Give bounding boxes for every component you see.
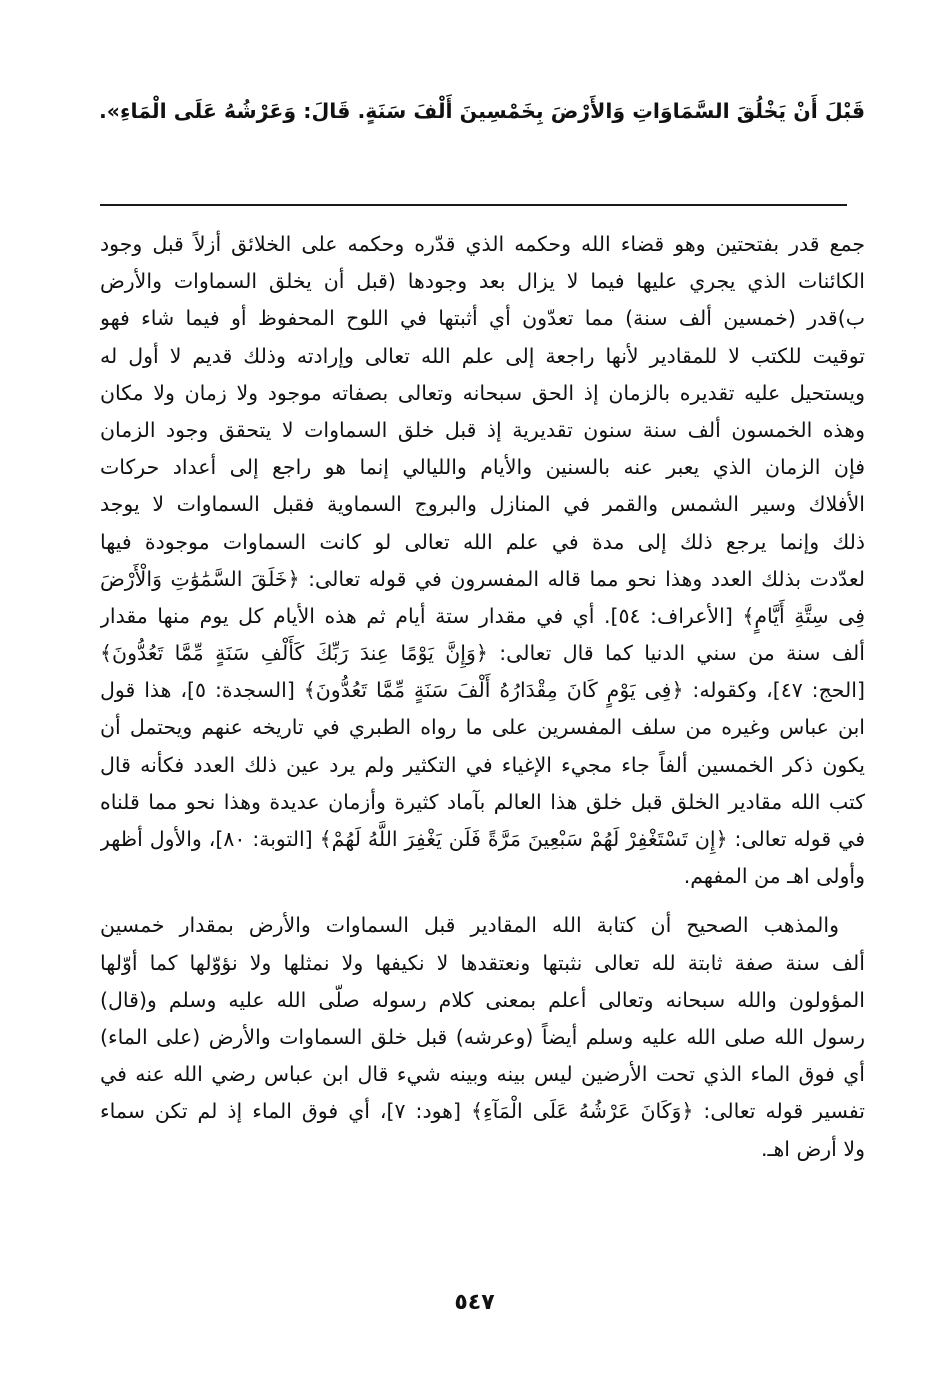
paragraph-gap — [100, 895, 865, 907]
commentary-paragraph-2 — [100, 907, 865, 1167]
commentary-line: يكون ذكر الخمسين ألفاً جاء مجيء الإغياء في التكثير ولم يرد عين ذلك العدد فكأنه قال — [100, 752, 865, 777]
commentary-line: الأفلاك وسير الشمس والقمر في المنازل والبروج السماوية فقبل السماوات لا يوجد — [100, 492, 865, 517]
commentary-line: كتب الله مقادير الخلق قبل خلق هذا العالم بآماد كثيرة وأزمان عديدة وهذا نحو مما قلناه — [100, 789, 865, 814]
commentary-line: ابن عباس وغيره من سلف المفسرين على ما رواه الطبري في تاريخه عنهم ويحتمل أن — [100, 715, 865, 740]
commentary-line: الكائنات الذي يجري عليها فيما لا يزال بعد وجودها (قبل أن يخلق السماوات والأرض — [100, 269, 865, 294]
hadith-text-line: قَبْلَ أَنْ يَخْلُقَ السَّمَاوَاتِ وَالأَرْضَ بِخَمْسِينَ أَلْفَ سَنَةٍ. قَالَ: وَعَرْشُهُ عَلَى الْمَاءِ». — [98, 99, 865, 123]
commentary-line: ذلك وإنما يرجع ذلك إلى مدة في علم الله تعالى لو كانت السماوات موجودة فيها — [100, 529, 865, 554]
commentary-line: [الحج: ٤٧]، وكقوله: ﴿فِى يَوْمٍ كَانَ مِقْدَارُهُ أَلْفَ سَنَةٍ مِّمَّا تَعُدُّونَ﴾ [السجدة: ٥]، هذا قول — [100, 678, 865, 703]
commentary-line: ب)قدر (خمسين ألف سنة) مما تعدّون أي أثبتها في اللوح المحفوظ أو فيما شاء فهو — [100, 306, 865, 331]
commentary-line: لعدّدت بذلك العدد وهذا نحو مما قاله المفسرون في قوله تعالى: ﴿خَلَقَ السَّمَٰوَٰتِ وَالْأَرْضَ — [100, 566, 865, 591]
commentary-line: ألف سنة من سني الدنيا كما قال تعالى: ﴿وَإِنَّ يَوْمًا عِندَ رَبِّكَ كَأَلْفِ سَنَةٍ مِّمَّا تَعُدُّونَ﴾ — [100, 641, 865, 666]
footnote-separator-rule — [100, 204, 847, 206]
commentary-line: توقيت للكتب لا للمقادير لأنها راجعة إلى علم الله تعالى وإرادته وذلك قديم لا أول له — [100, 343, 865, 368]
commentary-line: والمذهب الصحيح أن كتابة الله المقادير قبل السماوات والأرض بمقدار خمسين — [100, 913, 839, 938]
commentary-line: ألف سنة صفة ثابتة لله تعالى نثبتها ونعتقدها لا نكيفها ولا نمثلها ولا نؤوّلها كما أوّلها — [100, 950, 865, 975]
commentary-block — [100, 226, 865, 1168]
commentary-paragraph-1 — [100, 226, 865, 895]
commentary-line: رسول الله صلى الله عليه وسلم أيضاً (وعرشه) قبل خلق السماوات والأرض (على الماء) — [100, 1024, 865, 1049]
commentary-line: في قوله تعالى: ﴿إِن تَسْتَغْفِرْ لَهُمْ سَبْعِينَ مَرَّةً فَلَن يَغْفِرَ اللَّهُ لَهُمْ﴾ [التوبة: ٨٠]، والأول أظهر — [100, 827, 865, 851]
commentary-line: وأولى اهـ من المفهم. — [683, 864, 865, 889]
commentary-line: تفسير قوله تعالى: ﴿وَكَانَ عَرْشُهُ عَلَى الْمَآءِ﴾ [هود: ٧]، أي فوق الماء إذ لم تكن سماء — [100, 1099, 865, 1124]
commentary-line: فِى سِتَّةِ أَيَّامٍ﴾ [الأعراف: ٥٤]. أي في مقدار ستة أيام ثم هذه الأيام كل يوم منها مقدار — [100, 603, 865, 628]
page-number: ٥٤٧ — [454, 1290, 495, 1315]
commentary-line: المؤولون والله سبحانه وتعالى أعلم بمعنى كلام رسوله صلّى الله عليه وسلم و(قال) — [100, 987, 865, 1012]
commentary-line: ويستحيل عليه تقديره بالزمان إذ الحق سبحانه وتعالى بصفاته موجود ولا زمان ولا مكان — [100, 380, 865, 405]
commentary-line: وهذه الخمسون ألف سنة سنون تقديرية إذ قبل خلق السماوات لا يتحقق وجود الزمان — [100, 417, 865, 442]
commentary-line: ولا أرض اهـ. — [760, 1136, 865, 1161]
commentary-line: جمع قدر بفتحتين وهو قضاء الله وحكمه الذي قدّره وحكمه على الخلائق أزلاً قبل وجود — [100, 232, 865, 256]
commentary-line: فإن الزمان الذي يعبر عنه بالسنين والأيام والليالي إنما هو راجع إلى أعداد حركات — [100, 455, 865, 480]
commentary-line: أي فوق الماء الذي تحت الأرضين ليس بينه وبينه شيء قال ابن عباس رضي الله عنه في — [100, 1062, 865, 1087]
